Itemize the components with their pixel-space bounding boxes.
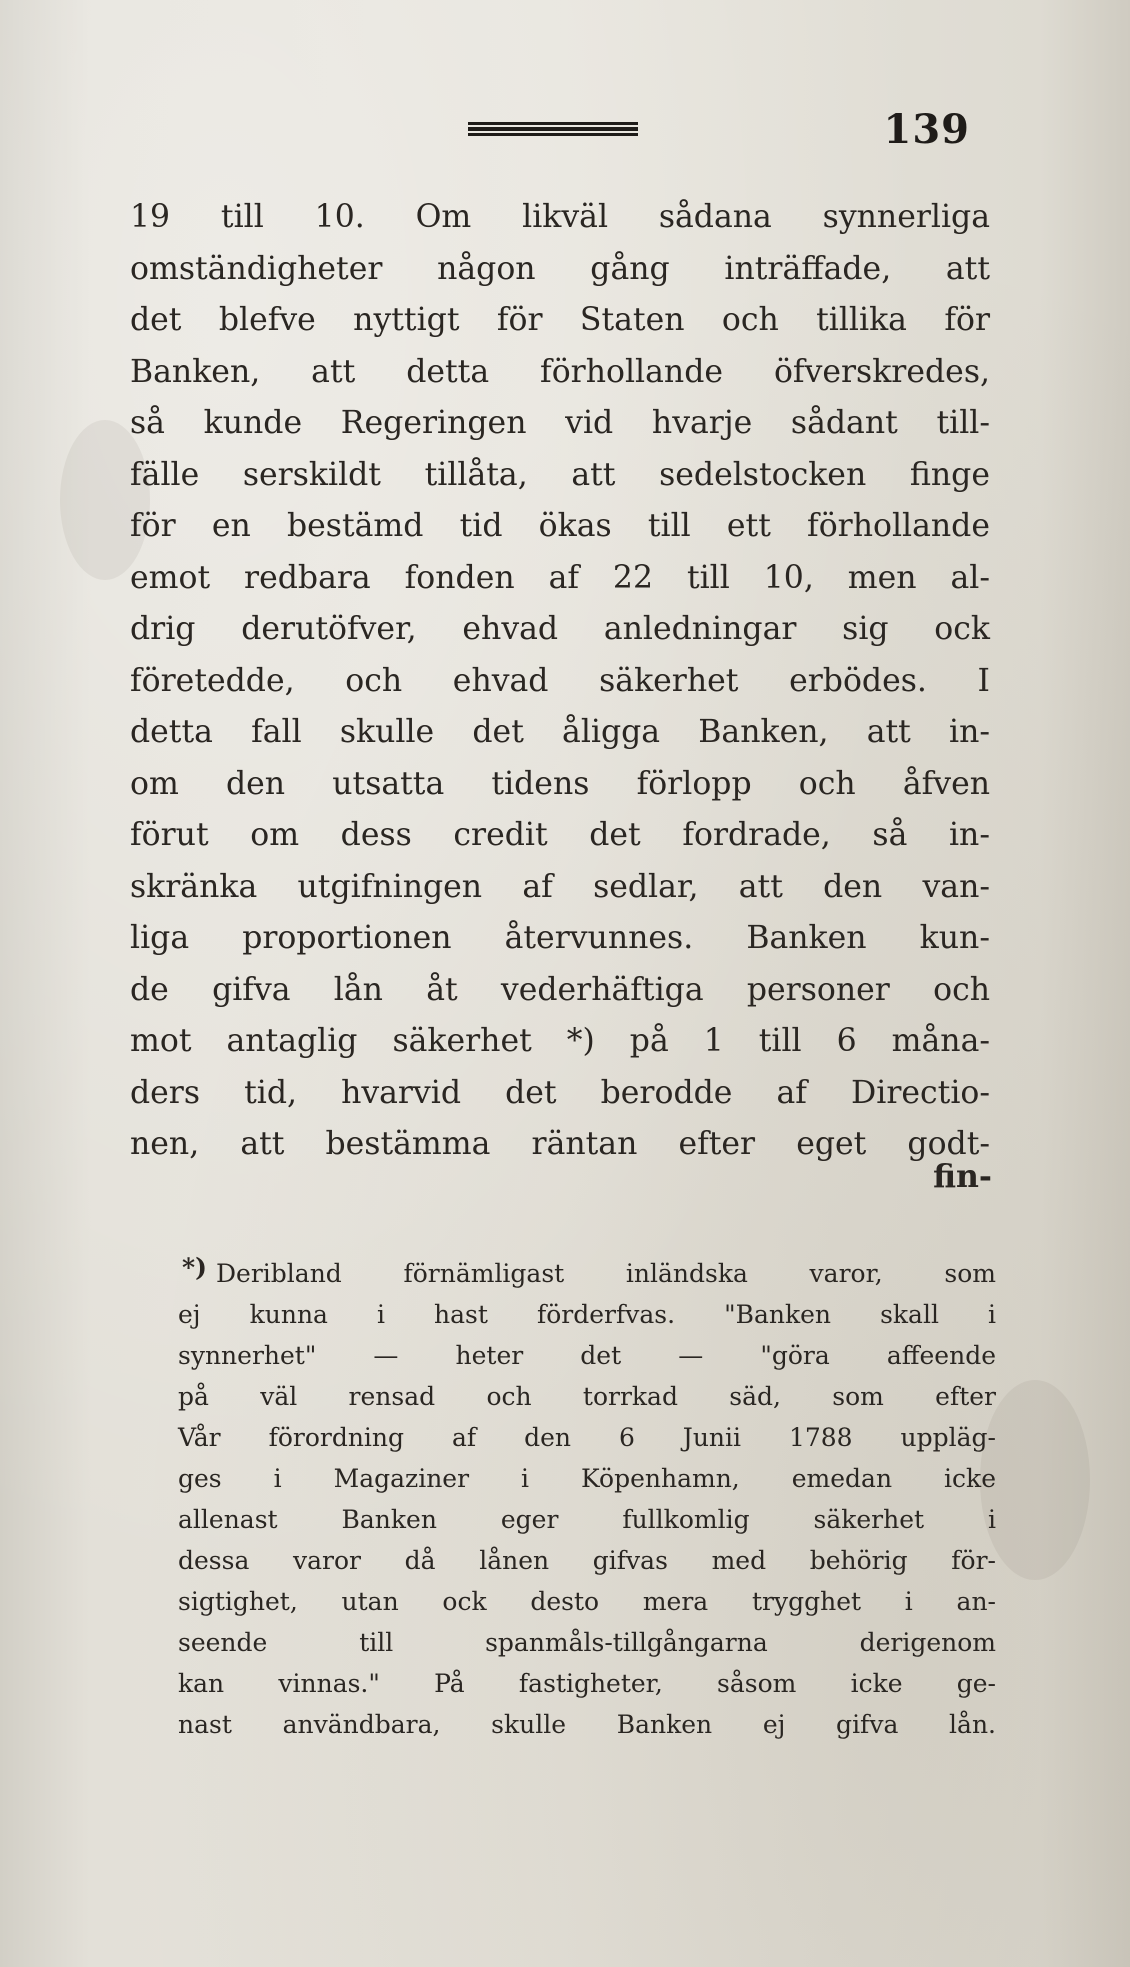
body-line: omständigheter någon gång inträffade, att — [130, 250, 990, 287]
footnote-line: på väl rensad och torrkad säd, som efter — [178, 1382, 996, 1411]
body-line: förut om dess credit det fordrade, så in- — [130, 817, 990, 853]
footnote-line: dessa varor då lånen gifvas med behörig för- — [178, 1546, 996, 1575]
body-line: fälle serskildt tillåta, att sedelstocken finge — [130, 456, 990, 493]
body-line: för en bestämd tid ökas till ett förhollande — [130, 508, 990, 544]
body-line: mot antaglig säkerhet *) på 1 till 6 måna- — [130, 1023, 990, 1059]
footnote-line: synnerhet" — heter det — "göra affeende — [178, 1341, 996, 1370]
footnote-marker: *) — [182, 1253, 207, 1282]
body-line: så kunde Regeringen vid hvarje sådant till- — [130, 405, 990, 441]
body-line: Banken, att detta förhollande öfverskredes, — [130, 353, 990, 390]
body-line: liga proportionen återvunnes. Banken kun- — [130, 920, 990, 956]
catchword: fin- — [933, 1158, 992, 1195]
footnote-line: ges i Magaziner i Köpenhamn, emedan icke — [178, 1464, 996, 1493]
body-line: ders tid, hvarvid det berodde af Directio- — [130, 1074, 990, 1111]
body-line: företedde, och ehvad säkerhet erbödes. I — [130, 662, 990, 699]
paper-stain — [980, 1380, 1090, 1580]
footnote — [178, 1253, 996, 1745]
body-line: detta fall skulle det åligga Banken, att in- — [130, 714, 990, 750]
body-text — [130, 192, 990, 1171]
body-line: de gifva lån åt vederhäftiga personer och — [130, 971, 990, 1008]
body-line: nen, att bestämma räntan efter eget godt- — [130, 1126, 990, 1162]
footnote-line: nast användbara, skulle Banken ej gifva lån. — [178, 1710, 996, 1739]
header-rule — [468, 122, 638, 136]
body-line: emot redbara fonden af 22 till 10, men al- — [130, 559, 990, 596]
footnote-line: ej kunna i hast förderfvas. "Banken skall i — [178, 1300, 996, 1329]
body-line: drig derutöfver, ehvad anledningar sig ock — [130, 611, 990, 647]
footnote-line: Deribland förnämligast inländska varor, som — [216, 1259, 996, 1288]
footnote-line: Vår förordning af den 6 Junii 1788 uppläg- — [178, 1423, 996, 1452]
footnote-line: seende till spanmåls-tillgångarna derigenom — [178, 1628, 996, 1657]
footnote-line: allenast Banken eger fullkomlig säkerhet i — [178, 1505, 996, 1534]
body-line: det blefve nyttigt för Staten och tillika för — [130, 302, 990, 338]
footnote-line: kan vinnas." På fastigheter, såsom icke ge- — [178, 1669, 996, 1698]
footnote-line: sigtighet, utan ock desto mera trygghet i an- — [178, 1587, 996, 1616]
body-line: 19 till 10. Om likväl sådana synnerliga — [130, 199, 990, 235]
body-line: skränka utgifningen af sedlar, att den van- — [130, 868, 990, 905]
body-line: om den utsatta tidens förlopp och åfven — [130, 765, 990, 802]
page-number: 139 — [883, 106, 970, 153]
